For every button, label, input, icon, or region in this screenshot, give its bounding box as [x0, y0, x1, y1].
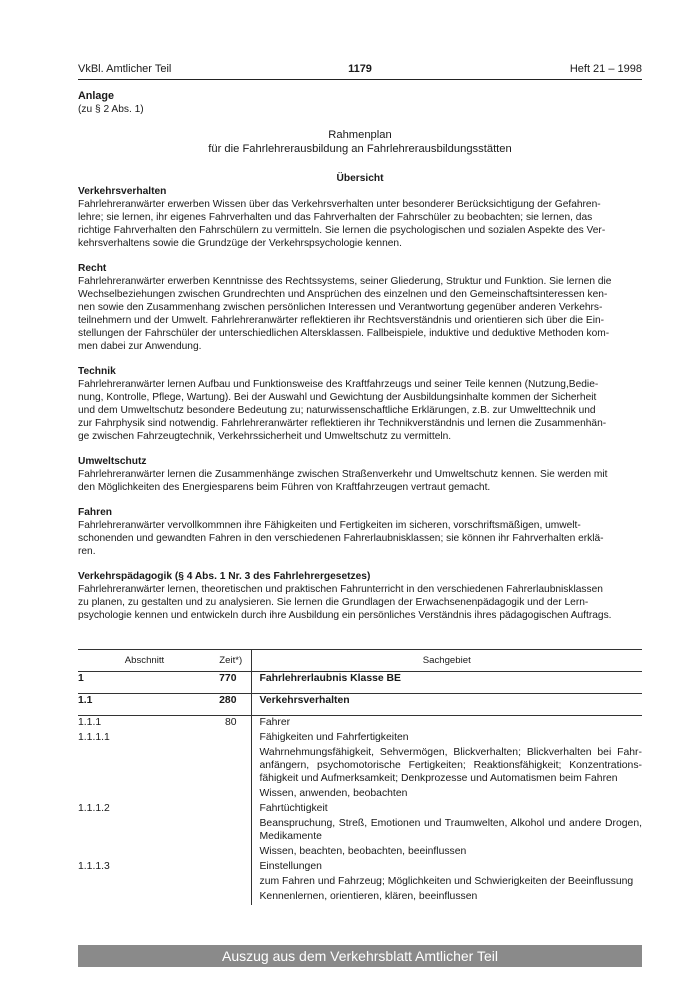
document-title-line-1: Rahmenplan: [328, 129, 392, 141]
text-line: kehrsverhaltens sowie die Grundzüge der Verkehrspsychologie kennen.: [78, 238, 402, 249]
section-heading: Fahren: [78, 507, 112, 518]
cell-abschnitt: [78, 746, 211, 787]
page-number: 1179: [348, 63, 372, 75]
cell-sachgebiet: Beanspruchung, Streß, Emotionen und Traumwelten, Alkohol und andere Drogen, Medikamente: [251, 817, 642, 845]
cell-abschnitt: 1.1.1: [78, 717, 102, 728]
section-recht: [78, 262, 642, 353]
document-title: [78, 128, 642, 156]
section-text: [78, 198, 642, 250]
table-row: [78, 746, 642, 787]
section-heading: Verkehrsverhalten: [78, 186, 167, 197]
table-row: [78, 802, 642, 817]
text-line: Fahrlehreranwärter lernen, theoretischen und praktischen Fahrunterricht in den verschiedenen Fahrerlaubnisklassen: [78, 584, 603, 595]
header-rule: [78, 79, 642, 80]
section-text: [78, 519, 642, 558]
text-line: Fahrlehreranwärter erwerben Wissen über das Verkehrsverhalten unter besonderer Berücksichtigung der Gefahren-: [78, 199, 601, 210]
footer-banner: Auszug aus dem Verkehrsblatt Amtlicher Teil: [78, 945, 642, 967]
table-header-row: [78, 650, 642, 672]
cell-zeit: 80: [224, 717, 237, 728]
annex-reference: (zu § 2 Abs. 1): [78, 104, 144, 115]
cell-abschnitt: [78, 845, 211, 860]
cell-sachgebiet: Fahrlehrerlaubnis Klasse BE: [251, 672, 642, 694]
table-row: [78, 875, 642, 890]
table-row: [78, 817, 642, 845]
issue-label: Heft 21 – 1998: [569, 63, 642, 75]
cell-abschnitt: [78, 817, 211, 845]
section-heading: Recht: [78, 263, 107, 274]
section-verkehrspaedagogik: [78, 570, 642, 622]
column-header-sachgebiet: Sachgebiet: [251, 650, 642, 672]
text-line: den Möglichkeiten des Energiesparens beim Führen von Kraftfahrzeugen vertraut gemacht.: [78, 482, 491, 493]
table-row: [78, 787, 642, 802]
section-fahren: [78, 506, 642, 558]
text-line: Fahrlehreranwärter lernen die Zusammenhänge zwischen Straßenverkehr und Umweltschutz kennen. Sie werden mit: [78, 469, 608, 480]
cell-abschnitt: 1.1: [78, 694, 211, 716]
table-row: [78, 694, 642, 716]
section-heading: Umweltschutz: [78, 456, 147, 467]
text-line: lehre; sie lernen, ihr eigenes Fahrverhalten und das Fahrverhalten der Fahrschüler zu beobachten; sie lernen, das: [78, 212, 593, 223]
cell-abschnitt: [78, 875, 211, 890]
section-umweltschutz: [78, 455, 642, 494]
text-line: psychologie kennen und entwickeln durch ihre Ausbildung ein persönliches Verständnis ihres pädagogischen Auftrags.: [78, 610, 612, 621]
table-row: [78, 860, 642, 875]
section-heading: Technik: [78, 366, 116, 377]
cell-abschnitt: 1: [78, 672, 211, 694]
text-line: Fahrlehreranwärter erwerben Kenntnisse des Rechtssystems, seiner Gliederung, Struktur und Funktion. Sie lernen die: [78, 276, 612, 287]
text-line: teilnehmern und der Umwelt. Fahrlehreranwärter reflektieren ihr Rechtsverständnis und orientieren sich über die Ein-: [78, 315, 605, 326]
cell-zeit: 280: [211, 694, 251, 716]
cell-sachgebiet: Fahrtüchtigkeit: [251, 802, 642, 817]
text-line: Wechselbeziehungen zwischen Grundrechten und Ansprüchen des einzelnen und den Gemeinschaftsinteressen ken-: [78, 289, 608, 300]
cell-zeit: [211, 845, 251, 860]
text-line: nung, Kontrolle, Pflege, Wartung). Bei der Auswahl und Gewichtung der Ausbildungsinhalte kommen der Sicherheit: [78, 392, 597, 403]
cell-sachgebiet: Fahrer: [251, 716, 642, 732]
table-row: [78, 845, 642, 860]
cell-zeit: [211, 787, 251, 802]
table-row: [78, 731, 642, 746]
section-text: [78, 275, 642, 353]
cell-sachgebiet: Verkehrsverhalten: [251, 694, 642, 716]
text-line: nen sowie den Zusammenhang zwischen persönlichen Interessen und Verantwortung gegenüber anderen Verkehrs-: [78, 302, 603, 313]
section-technik: [78, 365, 642, 443]
cell-zeit: [211, 875, 251, 890]
text-line: richtige Fahrverhalten den Fahrschülern zu vermitteln. Sie lernen die psychologischen und sozialen Aspekte des Ver-: [78, 225, 606, 236]
main-content: [78, 90, 642, 622]
overview-heading: Übersicht: [336, 173, 384, 184]
curriculum-table: [78, 649, 642, 905]
cell-zeit: [211, 890, 251, 905]
cell-sachgebiet: Einstellungen: [251, 860, 642, 875]
table-row: [78, 716, 642, 732]
section-verkehrsverhalten: [78, 185, 642, 250]
cell-zeit: [211, 860, 251, 875]
section-text: [78, 468, 642, 494]
cell-abschnitt: 1.1.1.1: [78, 732, 110, 743]
publication-name: VkBl. Amtlicher Teil: [78, 63, 172, 75]
text-line: schonenden und gewandten Fahren in den verschiedenen Fahrerlaubnisklassen; sie können ihr Fahrverhalten erklä-: [78, 533, 604, 544]
cell-abschnitt: 1.1.1.3: [78, 861, 110, 872]
column-header-zeit: Zeit*): [211, 650, 251, 672]
document-title-line-2: für die Fahrlehrerausbildung an Fahrlehrerausbildungsstätten: [208, 143, 512, 155]
cell-zeit: 770: [211, 672, 251, 694]
running-header: [78, 63, 642, 79]
text-line: Fahrlehreranwärter vervollkommnen ihre Fähigkeiten und Fertigkeiten im sicheren, vorschriftsmäßigen, umwelt-: [78, 520, 581, 531]
cell-abschnitt: 1.1.1.2: [78, 803, 110, 814]
text-line: zu planen, zu gestalten und zu analysieren. Sie lernen die Grundlagen der Erwachsenenpädagogik und der Lern-: [78, 597, 589, 608]
annex-title: Anlage: [78, 90, 114, 102]
section-heading: Verkehrspädagogik (§ 4 Abs. 1 Nr. 3 des Fahrlehrergesetzes): [78, 571, 371, 582]
cell-zeit: [211, 731, 251, 746]
cell-sachgebiet: zum Fahren und Fahrzeug; Möglichkeiten und Schwierigkeiten der Beeinflussung: [251, 875, 642, 890]
text-line: und dem Umweltschutz besondere Bedeutung zu; naturwissenschaftliche Erklärungen, z.B. zur Umwelttechnik und: [78, 405, 596, 416]
text-line: ge zwischen Fahrzeugtechnik, Verkehrssicherheit und Umweltschutz zu vermitteln.: [78, 431, 452, 442]
section-text: [78, 378, 642, 443]
cell-sachgebiet: Wissen, anwenden, beobachten: [251, 787, 642, 802]
cell-zeit: [211, 817, 251, 845]
cell-zeit: [211, 746, 251, 787]
section-text: [78, 583, 642, 622]
table-row: [78, 672, 642, 694]
text-line: men dabei zur Anwendung.: [78, 341, 202, 352]
text-line: Fahrlehreranwärter lernen Aufbau und Funktionsweise des Kraftfahrzeugs und seiner Teile kennen (Nutzung,Bedie-: [78, 379, 599, 390]
column-header-abschnitt: Abschnitt: [78, 650, 211, 672]
table-row: [78, 890, 642, 905]
cell-sachgebiet: Fähigkeiten und Fahrfertigkeiten: [251, 731, 642, 746]
text-line: zur Fahrphysik sind notwendig. Fahrlehreranwärter reflektieren ihr Technikverständnis und lernen die Zusammenhän-: [78, 418, 607, 429]
text-line: ren.: [78, 546, 96, 557]
cell-zeit: [211, 802, 251, 817]
cell-sachgebiet: Wahrnehmungsfähigkeit, Sehvermögen, Blickverhalten; Blickverhalten bei Fahranfängern, psychomotorische Fertigkeiten; Reaktionsfähigkeit; Konzentrationsfähigkeit und Aufmerksamkeit; Denkprozesse und Automatismen beim Fahren: [251, 746, 642, 787]
cell-abschnitt: [78, 787, 211, 802]
cell-sachgebiet: Kennenlernen, orientieren, klären, beeinflussen: [251, 890, 642, 905]
cell-abschnitt: [78, 890, 211, 905]
text-line: stellungen der Fahrschüler der unterschiedlichen Altersklassen. Fallbeispiele, induktive und deduktive Methoden kom-: [78, 328, 610, 339]
cell-sachgebiet: Wissen, beachten, beobachten, beeinflussen: [251, 845, 642, 860]
